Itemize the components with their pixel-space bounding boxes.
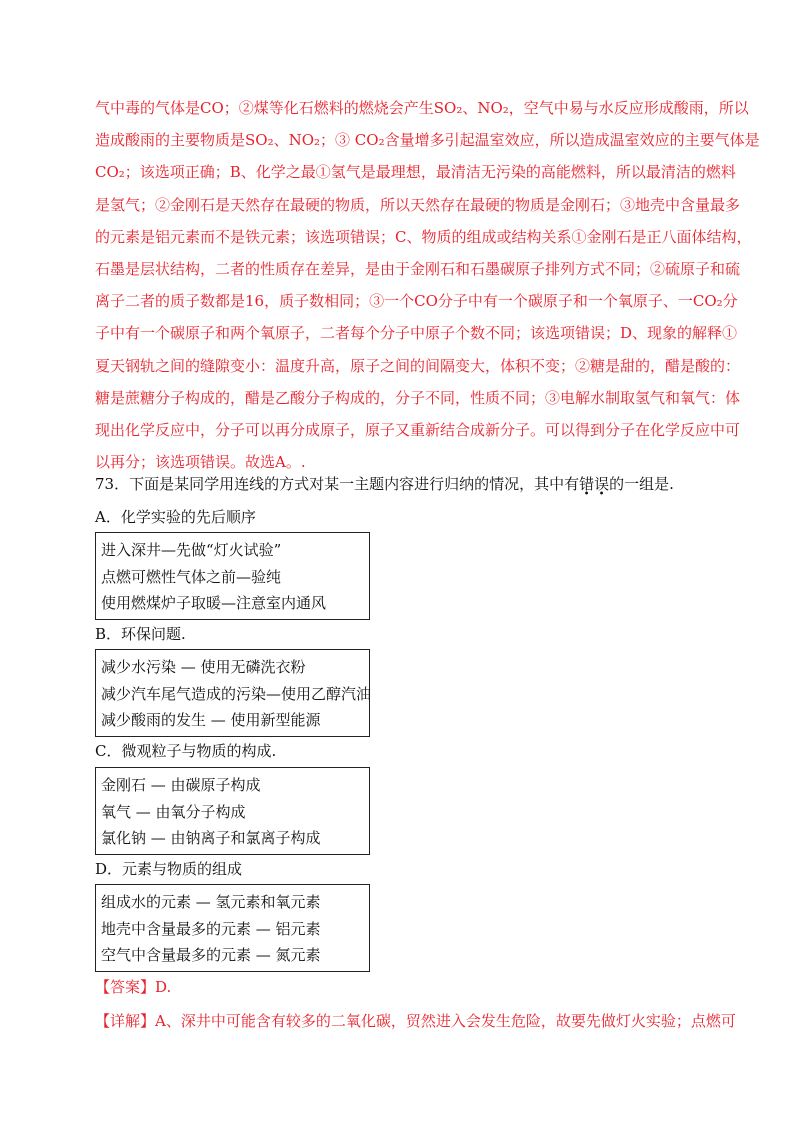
question-prefix: 73．下面是某同学用连线的方式对某一主题内容进行归纳的情况，其中有 (95, 475, 580, 493)
option-b-box (95, 649, 370, 737)
emphasis-char: 错 (579, 475, 595, 493)
option-line: 地壳中含量最多的元素 — 铝元素 (101, 919, 321, 938)
option-line: 组成水的元素 — 氢元素和氧元素 (101, 893, 321, 911)
emphasis-char: 误 (594, 475, 610, 493)
explanation-line: 糖是蔗糖分子构成的，醋是乙酸分子构成的，分子不同，性质不同；③电解水制取氢气和氧气：体 (95, 388, 741, 407)
option-line: 减少汽车尾气造成的污染—使用乙醇汽油 (101, 684, 372, 703)
explanation-line: 现出化学反应中，分子可以再分成原子，原子又重新结合成新分子。可以得到分子在化学反应中可 (95, 421, 741, 440)
question-stem (95, 473, 674, 494)
explanation-paragraph (95, 92, 760, 478)
explanation-line: 是氢气；②金刚石是天然存在最硬的物质，所以天然存在最硬的物质是金刚石；③地壳中含量最多 (95, 195, 741, 214)
option-line: 使用燃煤炉子取暖—注意室内通风 (101, 594, 327, 612)
option-d-label: D．元素与物质的组成 (95, 860, 243, 878)
option-line: 点燃可燃性气体之前—验纯 (101, 567, 282, 586)
explanation-line: 石墨是层状结构，二者的性质存在差异，是由于金刚石和石墨碳原子排列方式不同；②硫原子和硫 (95, 260, 741, 279)
explanation-line: 造成酸雨的主要物质是SO₂、NO₂；③ CO₂含量增多引起温室效应，所以造成温室效应的主要气体是 (95, 131, 760, 150)
option-line: 进入深井—先做“灯火试验” (101, 541, 282, 559)
option-a-label: A．化学实验的先后顺序 (95, 508, 256, 526)
question-suffix: 的一组是. (609, 475, 674, 493)
explanation-line: 离子二者的质子数都是16，质子数相同；③一个CO分子中有一个碳原子和一个氧原子、一CO₂分 (95, 292, 738, 311)
option-c-box (95, 767, 370, 855)
option-line: 氧气 — 由氧分子构成 (101, 802, 246, 821)
option-line: 空气中含量最多的元素 — 氮元素 (101, 946, 321, 964)
explanation-line: 以再分；该选项错误。故选A。. (95, 453, 306, 472)
explanation-line: 子中有一个碳原子和两个氧原子，二者每个分子中原子个数不同；该选项错误；D、现象的解释① (95, 324, 738, 343)
detail-line: 【详解】A、深井中可能含有较多的二氧化碳，贸然进入会发生危险，故要先做灯火实验；点燃可 (95, 1012, 736, 1030)
explanation-line: CO₂；该选项正确；B、化学之最①氢气是最理想，最清洁无污染的高能燃料，所以最清洁的燃料 (95, 163, 736, 182)
option-line: 减少水污染 — 使用无磷洗衣粉 (101, 658, 306, 676)
option-a-box (95, 532, 370, 620)
option-b-label: B．环保问题. (95, 625, 186, 643)
option-line: 氯化钠 — 由钠离子和氯离子构成 (101, 829, 321, 847)
option-line: 金刚石 — 由碳原子构成 (101, 776, 261, 794)
option-line: 减少酸雨的发生 — 使用新型能源 (101, 711, 321, 729)
answer-line (95, 976, 171, 997)
explanation-line: 夏天钢轨之间的缝隙变小：温度升高，原子之间的间隔变大，体积不变；②糖是甜的，醋是酸的： (95, 356, 741, 375)
option-c-label: C．微观粒子与物质的构成. (95, 742, 277, 760)
answer-tag: 【答案】 (95, 978, 156, 996)
explanation-line: 气中毒的气体是CO；②煤等化石燃料的燃烧会产生SO₂、NO₂，空气中易与水反应形成酸雨，所以 (95, 99, 749, 117)
answer-value: D. (155, 978, 172, 996)
option-d-box (95, 884, 370, 972)
explanation-line: 的元素是铝元素而不是铁元素；该选项错误；C、物质的组成或结构关系①金刚石是正八面体结构， (95, 227, 752, 246)
